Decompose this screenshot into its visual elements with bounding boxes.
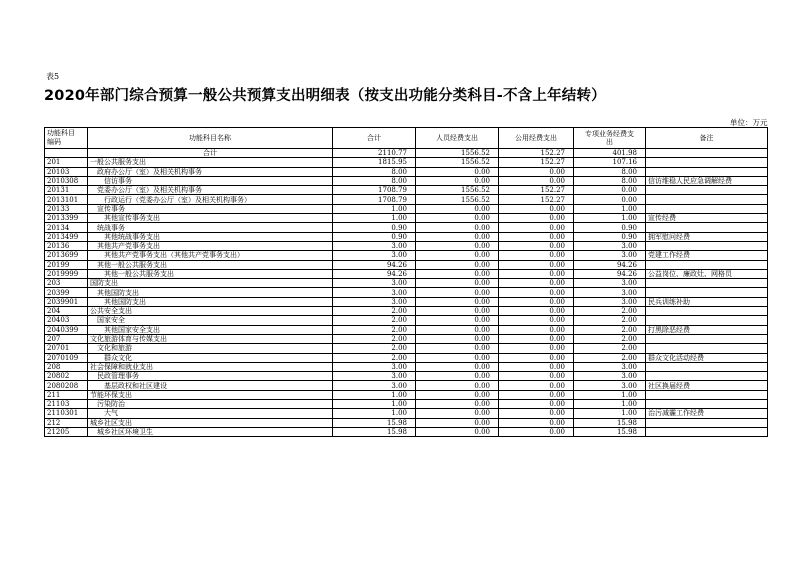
cell-personnel: 0.00 (416, 409, 499, 418)
cell-code: 2010308 (45, 176, 88, 185)
cell-personnel: 1556.52 (416, 158, 499, 167)
cell-code: 20399 (45, 288, 88, 297)
cell-total: 15.98 (333, 427, 416, 436)
cell-personnel: 0.00 (416, 176, 499, 185)
table-row (45, 232, 768, 241)
sheet-tag: 表5 (46, 72, 60, 81)
cell-code: 207 (45, 334, 88, 343)
total-personnel: 1556.52 (416, 149, 499, 158)
cell-special: 2.00 (574, 334, 646, 343)
cell-remarks: 治污减霾工作经费 (646, 409, 768, 418)
cell-public: 0.00 (499, 232, 574, 241)
cell-public: 0.00 (499, 223, 574, 232)
cell-total: 3.00 (333, 241, 416, 250)
cell-public: 0.00 (499, 353, 574, 362)
header-public: 公用经费支出 (499, 128, 574, 149)
cell-name: 其他共产党事务支出 (88, 241, 333, 250)
cell-code: 20199 (45, 260, 88, 269)
page-title: 2020年部门综合预算一般公共预算支出明细表（按支出功能分类科目-不含上年结转） (44, 88, 606, 104)
cell-special: 2.00 (574, 344, 646, 353)
table-row (45, 260, 768, 269)
table-row (45, 400, 768, 409)
total-public: 152.27 (499, 149, 574, 158)
cell-name: 节能环保支出 (88, 390, 333, 399)
cell-personnel: 0.00 (416, 167, 499, 176)
cell-code: 2080208 (45, 381, 88, 390)
cell-code: 212 (45, 418, 88, 427)
cell-public: 0.00 (499, 390, 574, 399)
table-row (45, 353, 768, 362)
cell-total: 1708.79 (333, 195, 416, 204)
cell-name: 社会保障和就业支出 (88, 362, 333, 371)
header-special (574, 128, 646, 149)
cell-special: 3.00 (574, 381, 646, 390)
cell-personnel: 0.00 (416, 241, 499, 250)
table-row (45, 344, 768, 353)
table-row (45, 223, 768, 232)
table-row (45, 241, 768, 250)
cell-remarks (646, 223, 768, 232)
cell-remarks: 民兵训练补助 (646, 297, 768, 306)
table-row (45, 204, 768, 213)
cell-remarks (646, 279, 768, 288)
cell-remarks: 打黑除恶经费 (646, 325, 768, 334)
cell-code: 2013499 (45, 232, 88, 241)
cell-code: 2110301 (45, 409, 88, 418)
cell-remarks (646, 427, 768, 436)
table-row (45, 316, 768, 325)
cell-public: 0.00 (499, 372, 574, 381)
cell-code: 20131 (45, 186, 88, 195)
cell-total: 2.00 (333, 344, 416, 353)
cell-name: 城乡社区支出 (88, 418, 333, 427)
cell-name: 政府办公厅（室）及相关机构事务 (88, 167, 333, 176)
table-row (45, 409, 768, 418)
table-row (45, 427, 768, 436)
cell-special: 3.00 (574, 241, 646, 250)
cell-personnel: 0.00 (416, 372, 499, 381)
cell-total: 8.00 (333, 167, 416, 176)
cell-special: 0.90 (574, 232, 646, 241)
cell-special: 0.00 (574, 195, 646, 204)
cell-public: 0.00 (499, 251, 574, 260)
cell-total: 3.00 (333, 279, 416, 288)
cell-public: 0.00 (499, 176, 574, 185)
cell-remarks (646, 204, 768, 213)
header-code-line2: 编码 (47, 138, 61, 146)
cell-remarks: 拥军慰问经费 (646, 232, 768, 241)
table-row (45, 214, 768, 223)
cell-personnel: 0.00 (416, 214, 499, 223)
cell-personnel: 0.00 (416, 353, 499, 362)
cell-code: 2040399 (45, 325, 88, 334)
cell-public: 0.00 (499, 167, 574, 176)
cell-name: 公共安全支出 (88, 307, 333, 316)
cell-public: 0.00 (499, 409, 574, 418)
cell-name: 污染防治 (88, 400, 333, 409)
cell-personnel: 0.00 (416, 279, 499, 288)
cell-name: 党委办公厅（室）及相关机构事务 (88, 186, 333, 195)
cell-special: 1.00 (574, 204, 646, 213)
table-row (45, 325, 768, 334)
cell-total: 0.90 (333, 232, 416, 241)
cell-code: 21103 (45, 400, 88, 409)
total-code-cell (45, 149, 88, 158)
cell-name: 其他共产党事务支出（其他共产党事务支出） (88, 251, 333, 260)
cell-special: 0.00 (574, 186, 646, 195)
cell-total: 2.00 (333, 334, 416, 343)
cell-name: 民政管理事务 (88, 372, 333, 381)
cell-code: 21205 (45, 427, 88, 436)
cell-code: 20103 (45, 167, 88, 176)
cell-personnel: 0.00 (416, 297, 499, 306)
cell-code: 2070109 (45, 353, 88, 362)
cell-total: 1.00 (333, 409, 416, 418)
cell-remarks: 宣传经费 (646, 214, 768, 223)
cell-remarks (646, 334, 768, 343)
cell-special: 0.90 (574, 223, 646, 232)
cell-total: 94.26 (333, 269, 416, 278)
cell-special: 94.26 (574, 260, 646, 269)
cell-name: 大气 (88, 409, 333, 418)
unit-label: 单位：万元 (730, 118, 768, 127)
cell-special: 8.00 (574, 176, 646, 185)
table-row (45, 288, 768, 297)
cell-code: 211 (45, 390, 88, 399)
cell-special: 3.00 (574, 297, 646, 306)
cell-special: 3.00 (574, 372, 646, 381)
cell-total: 0.90 (333, 223, 416, 232)
cell-total: 8.00 (333, 176, 416, 185)
cell-remarks (646, 167, 768, 176)
cell-code: 20134 (45, 223, 88, 232)
cell-personnel: 0.00 (416, 362, 499, 371)
cell-remarks (646, 372, 768, 381)
header-code (45, 128, 88, 149)
cell-public: 0.00 (499, 288, 574, 297)
cell-remarks: 党建工作经费 (646, 251, 768, 260)
cell-name: 其他国防支出 (88, 288, 333, 297)
cell-special: 15.98 (574, 427, 646, 436)
cell-public: 0.00 (499, 269, 574, 278)
cell-code: 2039901 (45, 297, 88, 306)
cell-personnel: 0.00 (416, 269, 499, 278)
cell-code: 20136 (45, 241, 88, 250)
cell-name: 行政运行（党委办公厅（室）及相关机构事务） (88, 195, 333, 204)
cell-name: 信访事务 (88, 176, 333, 185)
cell-name: 文化和旅游 (88, 344, 333, 353)
cell-remarks (646, 186, 768, 195)
cell-personnel: 0.00 (416, 251, 499, 260)
cell-special: 3.00 (574, 362, 646, 371)
cell-special: 1.00 (574, 409, 646, 418)
cell-total: 3.00 (333, 372, 416, 381)
cell-personnel: 0.00 (416, 223, 499, 232)
cell-remarks (646, 288, 768, 297)
header-total: 合计 (333, 128, 416, 149)
cell-public: 0.00 (499, 204, 574, 213)
cell-name: 其他一般公共服务支出 (88, 269, 333, 278)
cell-special: 1.00 (574, 214, 646, 223)
total-remarks (646, 149, 768, 158)
cell-remarks: 信访维稳人民应急调解经费 (646, 176, 768, 185)
header-special-line1: 专项业务经费支 (585, 130, 634, 138)
cell-code: 208 (45, 362, 88, 371)
cell-public: 0.00 (499, 334, 574, 343)
cell-name: 城乡社区环境卫生 (88, 427, 333, 436)
cell-public: 0.00 (499, 214, 574, 223)
cell-special: 3.00 (574, 288, 646, 297)
cell-special: 1.00 (574, 400, 646, 409)
table-row (45, 307, 768, 316)
cell-special: 94.26 (574, 269, 646, 278)
cell-remarks (646, 362, 768, 371)
cell-public: 152.27 (499, 158, 574, 167)
cell-special: 3.00 (574, 251, 646, 260)
cell-remarks (646, 195, 768, 204)
cell-total: 3.00 (333, 297, 416, 306)
cell-remarks (646, 390, 768, 399)
cell-total: 1.00 (333, 390, 416, 399)
cell-name: 其他一般公共服务支出 (88, 260, 333, 269)
cell-remarks (646, 400, 768, 409)
cell-public: 0.00 (499, 344, 574, 353)
cell-name: 国家安全 (88, 316, 333, 325)
cell-total: 1.00 (333, 204, 416, 213)
cell-personnel: 0.00 (416, 316, 499, 325)
table-row (45, 269, 768, 278)
cell-personnel: 0.00 (416, 204, 499, 213)
cell-personnel: 0.00 (416, 325, 499, 334)
cell-code: 20802 (45, 372, 88, 381)
cell-code: 2013699 (45, 251, 88, 260)
cell-public: 0.00 (499, 307, 574, 316)
cell-remarks: 群众文化活动经费 (646, 353, 768, 362)
cell-remarks (646, 241, 768, 250)
cell-name: 基层政权和社区建设 (88, 381, 333, 390)
cell-name: 其他国防支出 (88, 297, 333, 306)
cell-public: 0.00 (499, 279, 574, 288)
cell-remarks: 社区换届经费 (646, 381, 768, 390)
cell-personnel: 0.00 (416, 427, 499, 436)
cell-name: 群众文化 (88, 353, 333, 362)
table-row (45, 167, 768, 176)
cell-total: 2.00 (333, 325, 416, 334)
header-name: 功能科目名称 (88, 128, 333, 149)
cell-name: 宣传事务 (88, 204, 333, 213)
cell-total: 3.00 (333, 381, 416, 390)
cell-public: 0.00 (499, 427, 574, 436)
table-row (45, 297, 768, 306)
cell-total: 15.98 (333, 418, 416, 427)
cell-public: 0.00 (499, 381, 574, 390)
header-special-line2: 出 (606, 138, 613, 146)
table-row (45, 381, 768, 390)
cell-public: 0.00 (499, 418, 574, 427)
cell-special: 1.00 (574, 390, 646, 399)
table-row (45, 186, 768, 195)
cell-special: 2.00 (574, 325, 646, 334)
table-row (45, 251, 768, 260)
table-row (45, 390, 768, 399)
cell-remarks (646, 260, 768, 269)
cell-name: 一般公共服务支出 (88, 158, 333, 167)
total-special: 401.98 (574, 149, 646, 158)
cell-total: 2.00 (333, 307, 416, 316)
cell-public: 152.27 (499, 195, 574, 204)
header-remarks: 备注 (646, 128, 768, 149)
table-row (45, 362, 768, 371)
cell-public: 0.00 (499, 400, 574, 409)
cell-personnel: 0.00 (416, 381, 499, 390)
cell-code: 20403 (45, 316, 88, 325)
cell-total: 2.00 (333, 316, 416, 325)
cell-special: 2.00 (574, 316, 646, 325)
cell-personnel: 0.00 (416, 418, 499, 427)
cell-special: 8.00 (574, 167, 646, 176)
cell-remarks (646, 307, 768, 316)
header-code-line1: 功能科目 (47, 129, 75, 137)
cell-personnel: 0.00 (416, 400, 499, 409)
cell-code: 2013101 (45, 195, 88, 204)
cell-total: 1708.79 (333, 186, 416, 195)
cell-total: 1815.95 (333, 158, 416, 167)
cell-code: 201 (45, 158, 88, 167)
cell-name: 文化旅游体育与传媒支出 (88, 334, 333, 343)
cell-remarks (646, 158, 768, 167)
header-row (45, 128, 768, 149)
cell-public: 0.00 (499, 316, 574, 325)
cell-public: 0.00 (499, 241, 574, 250)
cell-total: 3.00 (333, 362, 416, 371)
cell-total: 3.00 (333, 251, 416, 260)
cell-public: 0.00 (499, 260, 574, 269)
cell-name: 国防支出 (88, 279, 333, 288)
total-label: 合计 (88, 149, 333, 158)
cell-public: 152.27 (499, 186, 574, 195)
table-row (45, 158, 768, 167)
cell-remarks (646, 418, 768, 427)
cell-remarks (646, 344, 768, 353)
cell-name: 其他宣传事务支出 (88, 214, 333, 223)
cell-special: 15.98 (574, 418, 646, 427)
cell-personnel: 0.00 (416, 334, 499, 343)
header-personnel: 人员经费支出 (416, 128, 499, 149)
cell-personnel: 1556.52 (416, 186, 499, 195)
cell-special: 2.00 (574, 307, 646, 316)
cell-personnel: 0.00 (416, 307, 499, 316)
total-row (45, 149, 768, 158)
cell-remarks: 公益岗位、廉政灶、网格员 (646, 269, 768, 278)
cell-personnel: 0.00 (416, 232, 499, 241)
cell-personnel: 1556.52 (416, 195, 499, 204)
cell-personnel: 0.00 (416, 288, 499, 297)
cell-total: 3.00 (333, 288, 416, 297)
cell-public: 0.00 (499, 325, 574, 334)
cell-code: 2013399 (45, 214, 88, 223)
cell-code: 20701 (45, 344, 88, 353)
cell-special: 107.16 (574, 158, 646, 167)
cell-code: 203 (45, 279, 88, 288)
cell-total: 94.26 (333, 260, 416, 269)
table-row (45, 195, 768, 204)
cell-code: 204 (45, 307, 88, 316)
cell-code: 20133 (45, 204, 88, 213)
table-row (45, 372, 768, 381)
cell-public: 0.00 (499, 297, 574, 306)
table-row (45, 418, 768, 427)
cell-public: 0.00 (499, 362, 574, 371)
cell-total: 1.00 (333, 400, 416, 409)
cell-personnel: 0.00 (416, 344, 499, 353)
cell-name: 其他统战事务支出 (88, 232, 333, 241)
cell-personnel: 0.00 (416, 390, 499, 399)
cell-name: 其他国家安全支出 (88, 325, 333, 334)
total-total: 2110.77 (333, 149, 416, 158)
cell-code: 2019999 (45, 269, 88, 278)
table-row (45, 279, 768, 288)
table-row (45, 176, 768, 185)
cell-special: 2.00 (574, 353, 646, 362)
cell-total: 2.00 (333, 353, 416, 362)
cell-remarks (646, 316, 768, 325)
budget-table (44, 127, 768, 437)
cell-personnel: 0.00 (416, 260, 499, 269)
cell-name: 统战事务 (88, 223, 333, 232)
table-row (45, 334, 768, 343)
cell-special: 3.00 (574, 279, 646, 288)
cell-total: 1.00 (333, 214, 416, 223)
